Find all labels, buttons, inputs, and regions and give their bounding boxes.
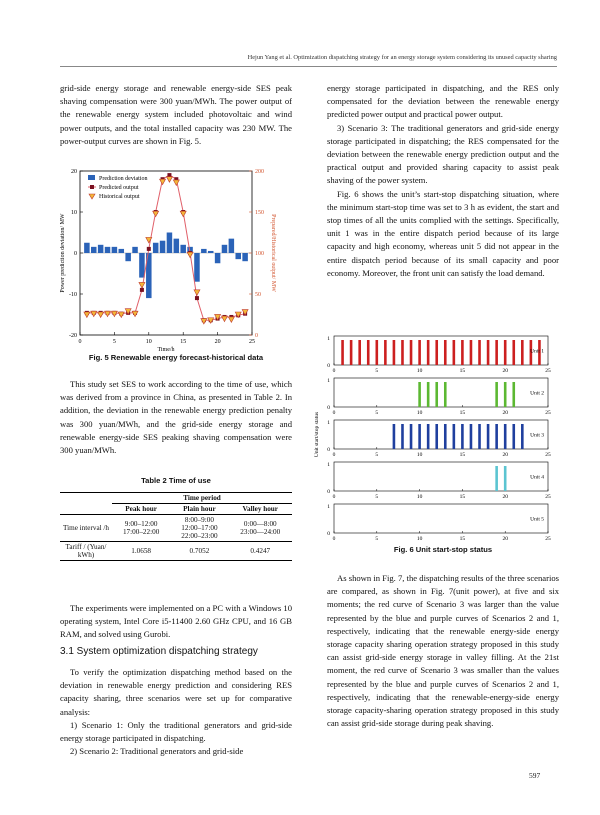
time-of-use-table: [60, 492, 292, 561]
fig6-unit-on-bar: [512, 424, 515, 449]
fig5-deviation-bar: [194, 253, 200, 282]
fig5-historical-point: [132, 311, 138, 317]
fig6-x-tick-label: 0: [332, 536, 336, 542]
cell-tariff-peak: 1.0658: [131, 547, 152, 555]
fig6-unit-on-bar: [393, 424, 396, 449]
fig6-x-tick-label: 5: [375, 368, 379, 374]
fig6-unit-on-bar: [470, 340, 473, 365]
fig6-unit-on-bar: [504, 424, 507, 449]
left-paragraph-5: 1) Scenario 1: Only the traditional generators and grid-side energy storage participated in dispatching.: [60, 719, 292, 744]
fig5-deviation-bar: [91, 247, 97, 253]
fig5-historical-point: [139, 282, 145, 288]
fig5-yr-tick-label: 100: [255, 251, 264, 257]
fig6-unit-on-bar: [384, 340, 387, 365]
fig5-x-tick-label: 10: [145, 339, 152, 345]
fig6-x-tick-label: 10: [416, 494, 423, 500]
fig5-historical-point: [166, 177, 172, 183]
fig6-unit-on-bar: [478, 424, 481, 449]
fig6-unit-label: Unit 2: [530, 390, 544, 397]
fig5-historical-point: [228, 317, 234, 323]
table-corner: [60, 493, 112, 515]
cell-plain-line: 8:00–9:00: [184, 516, 214, 524]
fig5-chart: [60, 160, 300, 360]
fig5-deviation-bar: [132, 247, 138, 253]
fig6-x-tick-label: 5: [375, 536, 379, 542]
table-group-header: Time period: [112, 493, 292, 504]
fig5-historical-point: [201, 319, 207, 325]
fig6-unit-on-bar: [512, 382, 515, 407]
fig6-unit-on-bar: [435, 424, 438, 449]
fig5-historical-point: [194, 290, 200, 296]
fig5-deviation-bar: [242, 253, 248, 261]
fig6-x-tick-label: 10: [416, 410, 423, 416]
fig6-unit-label: Unit 3: [530, 432, 544, 439]
header-divider: [60, 66, 557, 67]
cell-plain-line: 12:00–17:00: [181, 524, 218, 532]
fig6-unit-on-bar: [367, 340, 370, 365]
fig6-y-tick-label: 1: [327, 420, 330, 426]
fig6-x-tick-label: 25: [545, 368, 551, 374]
fig5-deviation-bar: [153, 243, 159, 253]
fig5-deviation-bar: [84, 243, 90, 253]
fig6-x-tick-label: 15: [459, 368, 466, 374]
fig5-historical-point: [105, 311, 111, 317]
fig6-unit-on-bar: [444, 424, 447, 449]
fig6-panel-frame: [334, 378, 548, 407]
fig6-x-tick-label: 5: [375, 410, 379, 416]
fig6-y-label: Unit start/stop status: [314, 411, 320, 458]
fig5-deviation-bar: [208, 251, 214, 253]
fig6-x-tick-label: 0: [332, 494, 336, 500]
fig5-historical-point: [187, 252, 193, 258]
fig5-deviation-bar: [180, 245, 186, 253]
left-column-middle: [60, 378, 292, 457]
fig5-legend-swatch-deviation: [88, 175, 95, 180]
fig5-yl-tick-label: -20: [69, 333, 77, 339]
right-column-top: [327, 82, 559, 280]
fig5-x-tick-label: 15: [180, 339, 187, 345]
fig6-unit-on-bar: [444, 340, 447, 365]
fig6-unit-on-bar: [401, 340, 404, 365]
fig6-x-tick-label: 10: [416, 452, 423, 458]
fig6-unit-on-bar: [341, 340, 344, 365]
fig6-y-tick-label: 0: [327, 447, 330, 453]
left-column-bottom: [60, 666, 292, 758]
fig6-y-tick-label: 1: [327, 504, 330, 510]
fig6-unit-label: Unit 4: [530, 474, 544, 481]
fig6-unit-label: Unit 1: [530, 348, 544, 355]
fig6-unit-on-bar: [393, 340, 396, 365]
fig6-y-tick-label: 0: [327, 405, 330, 411]
fig6-x-tick-label: 10: [416, 536, 423, 542]
right-paragraph-4: As shown in Fig. 7, the dispatching results of the three scenarios are compared, as shown in Fig. 7(unit power), at five and six moments; the red curve of Scenario 3 was larger than the value represented by the blue and purple curves of Scenarios 2 and 1, respectively, indicating that the renewable energy-side energy storage capacity sharing operation strategy proposed in this study can assist grid-side energy storage in valley filling. At the 21st moment, the red curve of Scenario 3 was smaller than the values represented by the blue and purple curves of Scenarios 2 and 1, respectively, indicating that the renewable-energy-side energy storage capacity-sharing operation strategy proposed in this study can assist grid-side storage during peak shaving.: [327, 573, 559, 729]
cell-plain: [170, 515, 228, 542]
fig6-unit-on-bar: [504, 466, 507, 491]
fig6-unit-on-bar: [504, 340, 507, 365]
fig5-deviation-bar: [119, 249, 125, 253]
fig6-unit-on-bar: [495, 340, 498, 365]
left-paragraph-4: To verify the optimization dispatching method based on the deviation in renewable energy prediction and considering RES capacity sharing, three scenarios were set up for comparative analysis:: [60, 667, 292, 717]
fig5-x-tick-label: 0: [78, 339, 82, 345]
cell-valley: [229, 515, 292, 542]
fig5-historical-point: [84, 312, 90, 318]
fig5-deviation-bar: [229, 239, 235, 253]
fig5-yl-tick-label: -10: [69, 292, 77, 298]
cell-plain-line: 22:00–23:00: [181, 532, 218, 540]
fig6-unit-on-bar: [410, 340, 413, 365]
fig5-historical-point: [98, 312, 104, 318]
fig6-unit-on-bar: [478, 340, 481, 365]
fig5-x-tick-label: 20: [214, 339, 221, 345]
fig6-x-tick-label: 20: [502, 494, 508, 500]
fig6-panel-frame: [334, 336, 548, 365]
fig6-unit-on-bar: [427, 424, 430, 449]
fig6-unit-on-bar: [487, 340, 490, 365]
fig6-unit-on-bar: [453, 424, 456, 449]
fig5-historical-point: [111, 311, 117, 317]
fig6-unit-on-bar: [427, 382, 430, 407]
fig6-unit-on-bar: [521, 424, 524, 449]
fig6-unit-on-bar: [376, 340, 379, 365]
fig6-unit-on-bar: [512, 340, 515, 365]
fig5-historical-point: [153, 211, 159, 217]
fig5-historical-point: [221, 316, 227, 322]
fig5-yr-tick-label: 150: [255, 210, 264, 216]
fig6-x-tick-label: 15: [459, 452, 466, 458]
col-header-valley: Valley hour: [242, 505, 278, 513]
section-title: 3.1 System optimization dispatching strategy: [60, 646, 258, 657]
fig6-x-tick-label: 5: [375, 494, 379, 500]
fig5-legend-label: Prediction deviation: [99, 176, 148, 182]
fig6-x-tick-label: 20: [502, 410, 508, 416]
fig6-unit-on-bar: [358, 340, 361, 365]
cell-valley-line: 0:00—8:00: [243, 520, 277, 528]
fig6-x-tick-label: 25: [545, 494, 551, 500]
fig6-x-tick-label: 20: [502, 368, 508, 374]
fig6-x-tick-label: 5: [375, 452, 379, 458]
cell-tariff-valley: 0.4247: [250, 547, 271, 555]
fig6-x-tick-label: 0: [332, 452, 336, 458]
cell-tariff-plain: 0.7052: [189, 547, 210, 555]
table2-caption: Table 2 Time of use: [141, 476, 211, 485]
fig6-y-tick-label: 0: [327, 531, 330, 537]
fig6-x-tick-label: 25: [545, 410, 551, 416]
fig6-unit-on-bar: [495, 424, 498, 449]
fig6-unit-on-bar: [435, 382, 438, 407]
fig5-y-right-label: Prepared/Historical output/ MW: [270, 214, 276, 292]
fig5-predicted-point: [195, 296, 199, 300]
running-header: Hejun Yang et al. Optimization dispatching strategy for an energy storage system considering its unused capacity sharing: [247, 54, 557, 61]
fig5-deviation-bar: [235, 253, 241, 259]
fig5-deviation-bar: [139, 253, 145, 278]
fig5-y-left-label: Power prediction deviation/ MW: [60, 213, 66, 293]
fig6-y-tick-label: 1: [327, 378, 330, 384]
fig5-yl-tick-label: 0: [74, 251, 77, 257]
fig6-x-tick-label: 20: [502, 536, 508, 542]
fig6-x-tick-label: 25: [545, 536, 551, 542]
fig5-deviation-bar: [222, 245, 228, 253]
fig5-deviation-bar: [125, 253, 131, 261]
right-column-bottom: [327, 572, 559, 730]
fig6-unit-on-bar: [350, 340, 353, 365]
fig6-panel-frame: [334, 462, 548, 491]
fig6-unit-on-bar: [461, 424, 464, 449]
page-number: 597: [529, 771, 541, 780]
fig6-unit-on-bar: [444, 382, 447, 407]
fig6-panel-frame: [334, 504, 548, 533]
fig5-deviation-bar: [98, 245, 104, 253]
fig5-caption: Fig. 5 Renewable energy forecast-historical data: [88, 353, 264, 362]
left-column-lower: [60, 602, 292, 642]
fig5-legend-swatch-predicted: [90, 185, 94, 189]
fig6-unit-on-bar: [461, 340, 464, 365]
fig5-legend-swatch-historical: [89, 194, 95, 199]
fig6-panel-frame: [334, 420, 548, 449]
fig5-deviation-bar: [112, 247, 118, 253]
left-paragraph-3: The experiments were implemented on a PC with a Windows 10 operating system, Intel Core i5-11400 2.60 GHz CPU, and 16 GB RAM, and solved using Gurobi.: [60, 603, 292, 640]
fig5-legend-label: Predicted output: [99, 185, 139, 191]
fig5-deviation-bar: [105, 247, 111, 253]
fig6-unit-on-bar: [401, 424, 404, 449]
fig5-deviation-bar: [167, 233, 173, 254]
cell-valley-line: 23:00—24:00: [240, 528, 281, 536]
fig6-x-tick-label: 25: [545, 452, 551, 458]
fig6-caption: Fig. 6 Unit start-stop status: [393, 545, 493, 554]
fig5-deviation-bar: [174, 239, 180, 253]
fig6-y-tick-label: 0: [327, 363, 330, 369]
left-column-top: [60, 82, 292, 148]
fig6-unit-on-bar: [495, 382, 498, 407]
fig6-x-tick-label: 15: [459, 410, 466, 416]
left-paragraph-1: grid-side energy storage and renewable energy-side SES peak shaving compensation were 300 yuan/MWh. The power output of the renewable energy system included photovoltaic and wind power outputs, and the total installed capacity was 230 MW. The power-output curves are shown in Fig. 5.: [60, 83, 292, 146]
fig5-yl-tick-label: 10: [71, 210, 77, 216]
fig6-unit-label: Unit 5: [530, 516, 544, 523]
fig6-chart: [312, 330, 562, 542]
fig6-unit-on-bar: [418, 382, 421, 407]
fig5-historical-point: [160, 179, 166, 185]
col-header-peak: Peak hour: [125, 505, 157, 513]
fig5-legend-label: Historical output: [99, 194, 140, 200]
fig6-x-tick-label: 15: [459, 536, 466, 542]
row-label-tariff: Tariff / (Yuan/ kWh): [65, 543, 107, 559]
fig5-historical-point: [173, 180, 179, 186]
col-header-plain: Plain hour: [183, 505, 216, 513]
left-paragraph-6: 2) Scenario 2: Traditional generators and grid-side: [70, 746, 244, 757]
fig5-x-tick-label: 5: [112, 339, 116, 345]
fig6-unit-on-bar: [418, 424, 421, 449]
fig6-y-tick-label: 1: [327, 462, 330, 468]
fig6-unit-on-bar: [435, 340, 438, 365]
cell-peak: [112, 515, 170, 542]
fig5-historical-point: [91, 311, 97, 317]
fig5-x-tick-label: 25: [249, 339, 255, 345]
fig5-deviation-bar: [160, 241, 166, 253]
fig5-deviation-bar: [201, 249, 207, 253]
cell-peak-line: 17:00–22:00: [122, 528, 160, 536]
fig5-yr-tick-label: 200: [255, 169, 264, 175]
left-paragraph-2: This study set SES to work according to the time of use, which was derived from a province in China, as presented in Table 2. In addition, the deviation in the renewable energy prediction penalty was 300 yuan/MWh, and the grid-side energy storage and renewable energy-side SES peaking shaving compensation were 300 yuan/MWh.: [60, 379, 292, 456]
cell-peak-line: 9:00–12:00: [124, 520, 158, 528]
right-paragraph-2: 3) Scenario 3: The traditional generators and grid-side energy storage participated in dispatching; the RES compensated for the deviation between the renewable energy prediction output and the practical output and provided sharing capacity to assist peak shaving of the power system.: [327, 122, 559, 186]
fig5-historical-point: [118, 312, 124, 318]
fig5-x-label: Time/h: [157, 347, 175, 353]
fig6-unit-on-bar: [410, 424, 413, 449]
fig6-x-tick-label: 20: [502, 452, 508, 458]
fig6-y-tick-label: 1: [327, 336, 330, 342]
fig5-historical-point: [180, 211, 186, 217]
fig6-x-tick-label: 10: [416, 368, 423, 374]
row-label-time: Time interval /h: [62, 524, 110, 532]
fig6-x-tick-label: 15: [459, 494, 466, 500]
fig5-deviation-bar: [215, 253, 221, 263]
fig6-unit-on-bar: [427, 340, 430, 365]
fig5-yr-tick-label: 50: [255, 292, 261, 298]
fig5-yl-tick-label: 20: [71, 169, 77, 175]
fig6-unit-on-bar: [453, 340, 456, 365]
fig6-x-tick-label: 0: [332, 368, 336, 374]
fig6-unit-on-bar: [504, 382, 507, 407]
right-paragraph-3: Fig. 6 shows the unit’s start-stop dispatching situation, where the minimum start-stop time was set to 3 h as evident, the start and stop times of all the units complied with the settings. Specifically, unit 1 was in the entire dispatch period because of its large capacity and high economy, whereas unit 5 did not appear in the entire dispatch period because of its small capacity and poor economy. Moreover, the front unit can satisfy the load demand.: [327, 188, 559, 278]
fig6-unit-on-bar: [418, 340, 421, 365]
fig6-unit-on-bar: [487, 424, 490, 449]
fig6-x-tick-label: 0: [332, 410, 336, 416]
fig6-y-tick-label: 0: [327, 489, 330, 495]
fig5-yr-tick-label: 0: [255, 333, 258, 339]
fig5-predicted-point: [147, 247, 151, 251]
fig6-unit-on-bar: [521, 340, 524, 365]
fig6-unit-on-bar: [470, 424, 473, 449]
fig6-unit-on-bar: [495, 466, 498, 491]
right-paragraph-1: energy storage participated in dispatching, and the RES only compensated for the deviation between the renewable energy predicted power output and practical power output.: [327, 83, 559, 120]
